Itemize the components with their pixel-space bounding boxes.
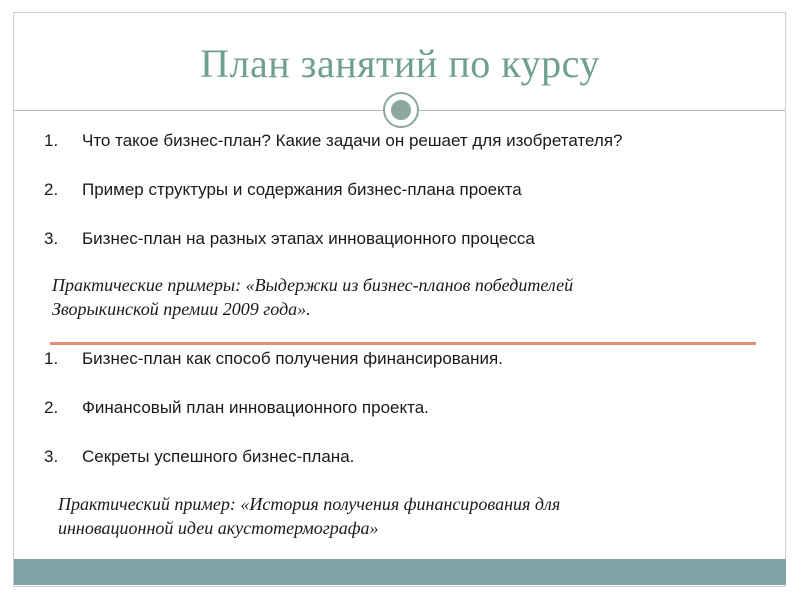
list-text: Бизнес-план как способ получения финансирования. [82,349,503,368]
list-number: 1. [44,349,59,368]
practice-examples-note [52,273,573,321]
list-item [0,349,790,371]
list-number: 2. [44,180,59,199]
circle-ornament-icon [383,92,419,128]
list-item [0,447,790,469]
list-text: Секреты успешного бизнес-плана. [82,447,355,466]
list-text: Что такое бизнес-план? Какие задачи он решает для изобретателя? [82,131,623,150]
circle-ornament-center [389,98,413,122]
practice-line: Практический пример: «История получения финансирования для [58,494,561,514]
list-item [0,229,790,251]
list-item [0,131,790,153]
list-number: 1. [44,131,59,150]
practice-line: инновационной идеи акустотермографа» [58,518,379,538]
list-number: 3. [44,229,59,248]
practice-line: Зворыкинской премии 2009 года». [52,299,311,319]
list-text: Бизнес-план на разных этапах инновационного процесса [82,229,535,248]
list-item [0,180,790,202]
list-item [0,398,790,420]
slide-title: План занятий по курсу [200,41,600,86]
section-divider [50,342,756,345]
title-divider-right [418,110,785,111]
practice-example-note [58,492,560,540]
list-text: Финансовый план инновационного проекта. [82,398,429,417]
list-number: 2. [44,398,59,417]
practice-line: Практические примеры: «Выдержки из бизнес-планов победителей [52,275,574,295]
list-text: Пример структуры и содержания бизнес-плана проекта [82,180,522,199]
title-divider-left [14,110,384,111]
list-number: 3. [44,447,59,466]
footer-bar [14,559,786,585]
